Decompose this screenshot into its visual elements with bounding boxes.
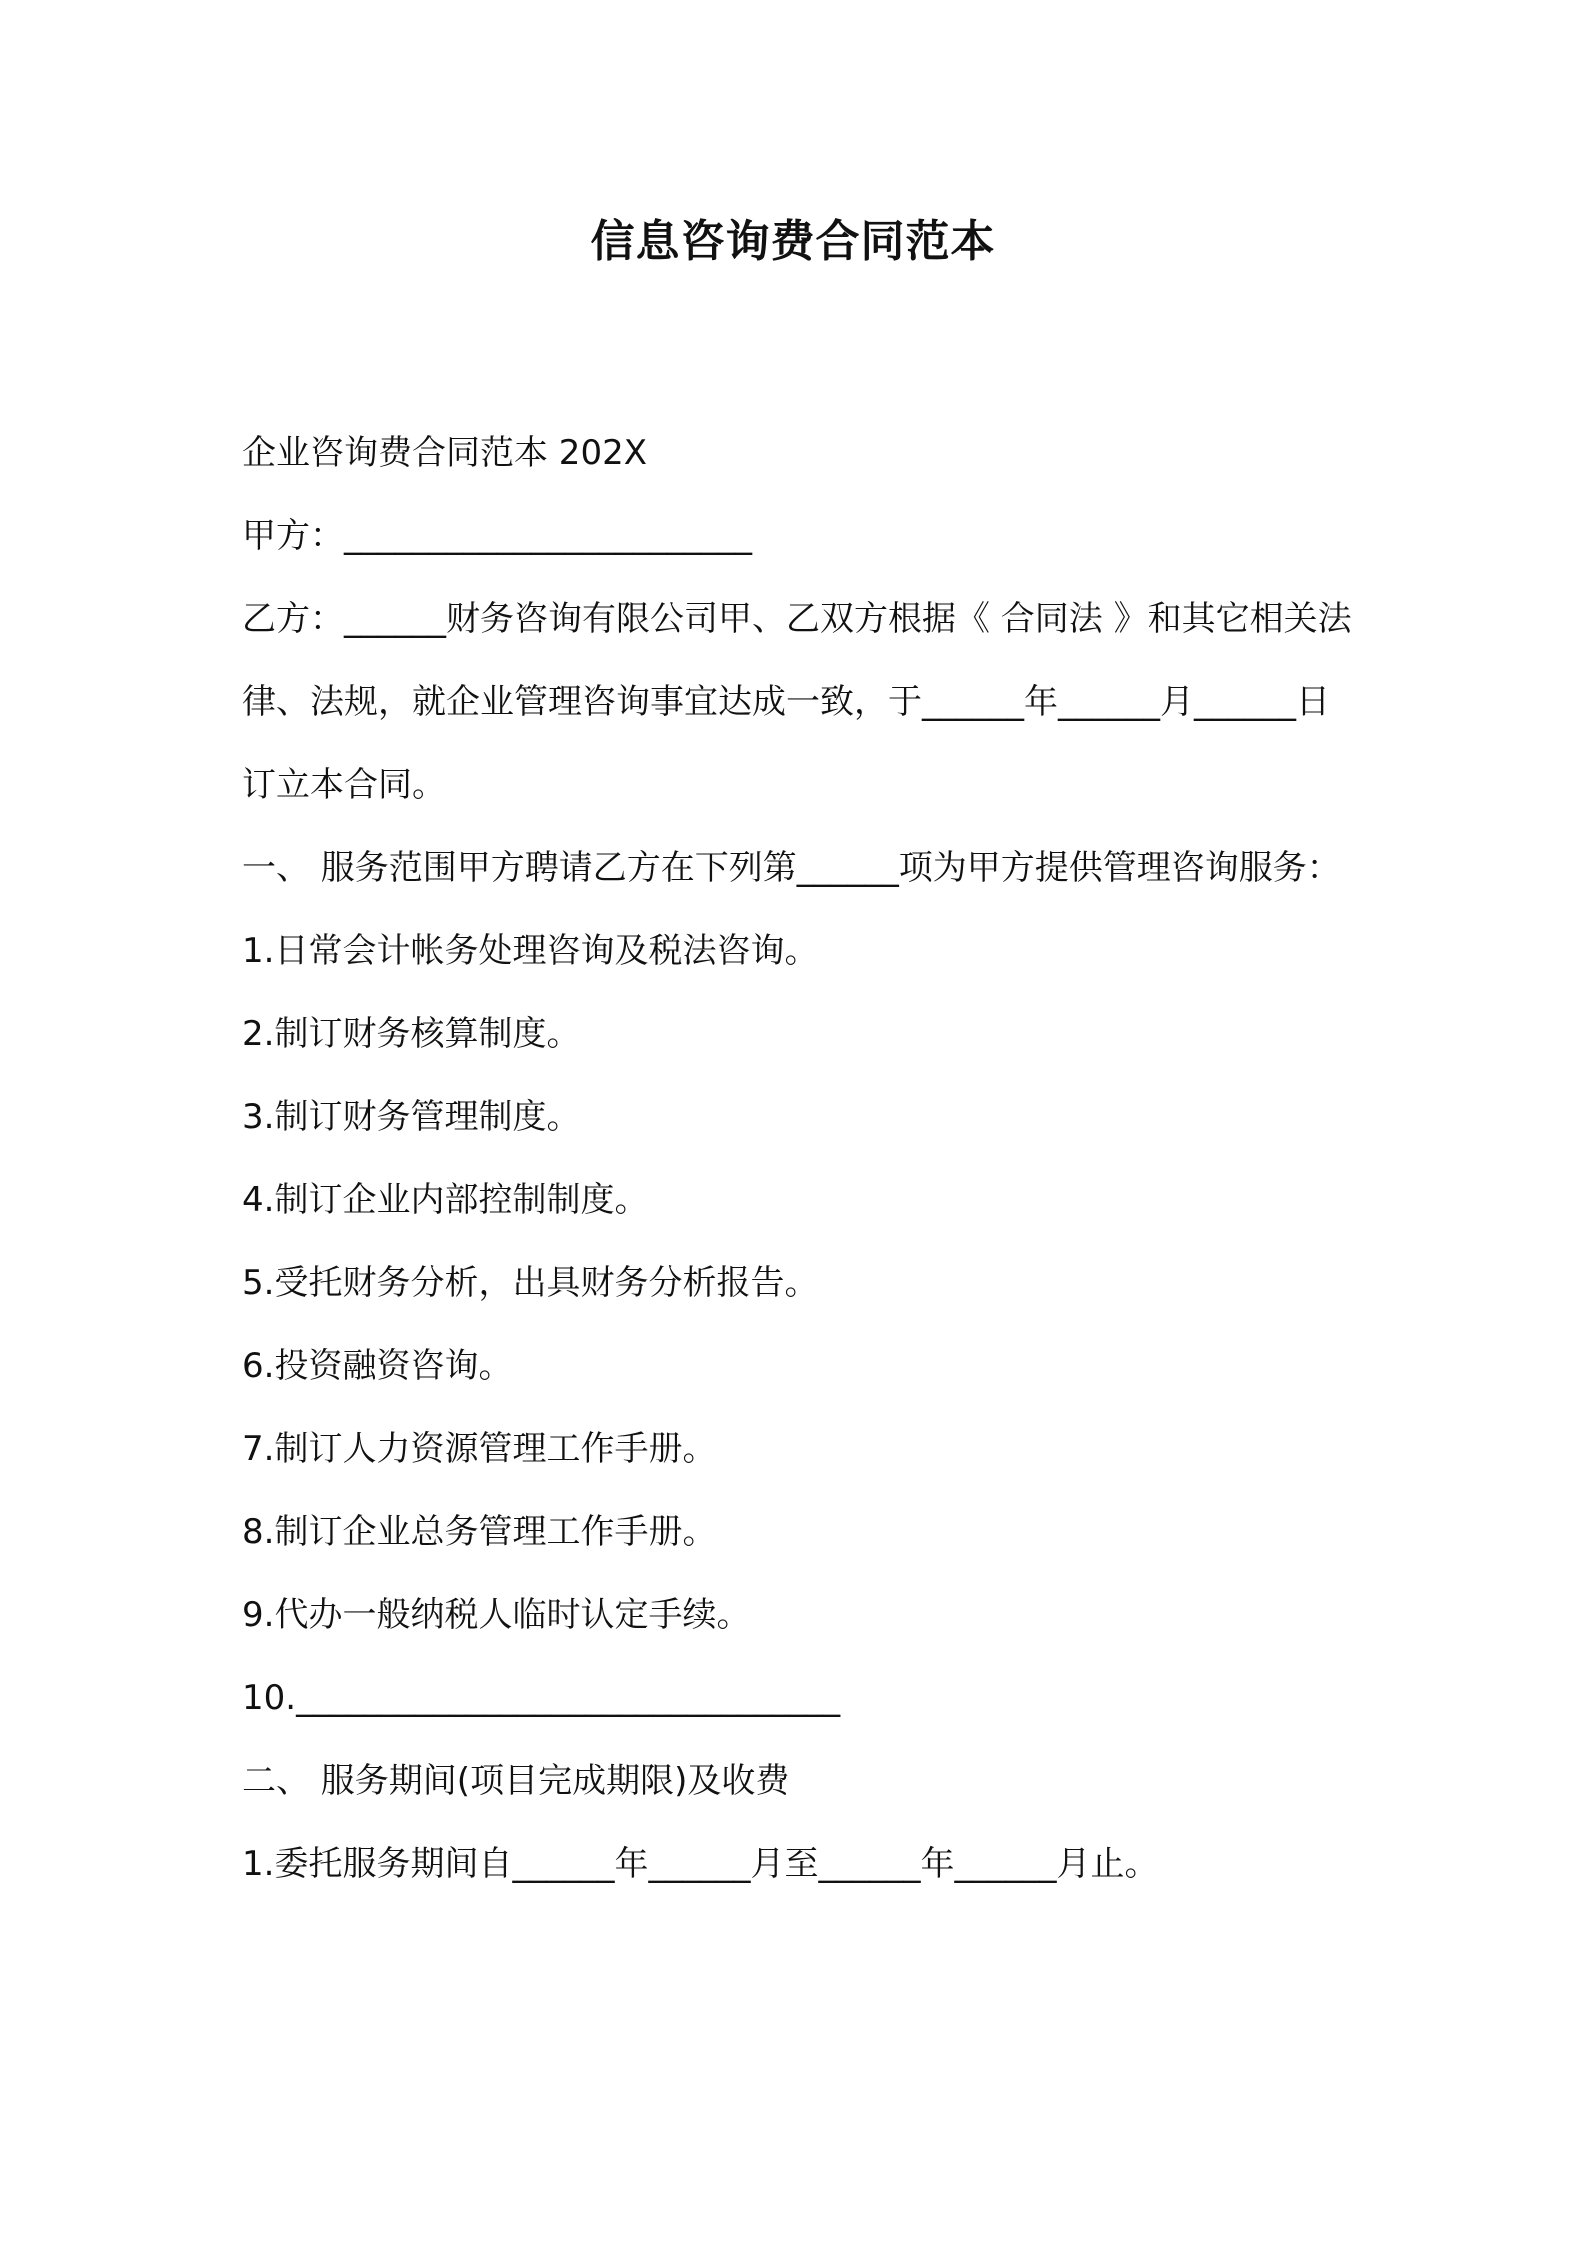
list-item: 3.制订财务管理制度。 xyxy=(242,1097,581,1137)
list-item: 1.日常会计帐务处理咨询及税法咨询。 xyxy=(242,931,819,971)
list-item: 9.代办一般纳税人临时认定手续。 xyxy=(242,1595,751,1635)
document-title: 信息咨询费合同范本 xyxy=(590,216,996,267)
list-item: 8.制订企业总务管理工作手册。 xyxy=(242,1512,717,1552)
section-2-heading: 二、 服务期间(项目完成期限)及收费 xyxy=(242,1761,790,1801)
list-item: 10.________________________________ xyxy=(242,1678,841,1718)
party-a-line: 甲方：________________________ xyxy=(242,516,752,556)
list-item: 2.制订财务核算制度。 xyxy=(242,1014,581,1054)
section-1-paragraph: 一、 服务范围甲方聘请乙方在下列第______项为甲方提供管理咨询服务： xyxy=(242,848,1341,888)
list-item: 4.制订企业内部控制制度。 xyxy=(242,1180,649,1220)
list-item: 1.委托服务期间自______年______月至______年______月止。 xyxy=(242,1844,1159,1884)
list-item: 5.受托财务分析，出具财务分析报告。 xyxy=(242,1263,819,1303)
document-body xyxy=(242,412,1362,1906)
list-item: 6.投资融资咨询。 xyxy=(242,1346,513,1386)
subtitle-line: 企业咨询费合同范本 202X xyxy=(242,433,647,473)
party-b-paragraph: 乙方：______财务咨询有限公司甲、乙双方根据《 合同法 》和其它相关法律、法规，就企业管理咨询事宜达成一致，于______年______月______日订立本合同。 xyxy=(242,599,1352,805)
list-item: 7.制订人力资源管理工作手册。 xyxy=(242,1429,717,1469)
